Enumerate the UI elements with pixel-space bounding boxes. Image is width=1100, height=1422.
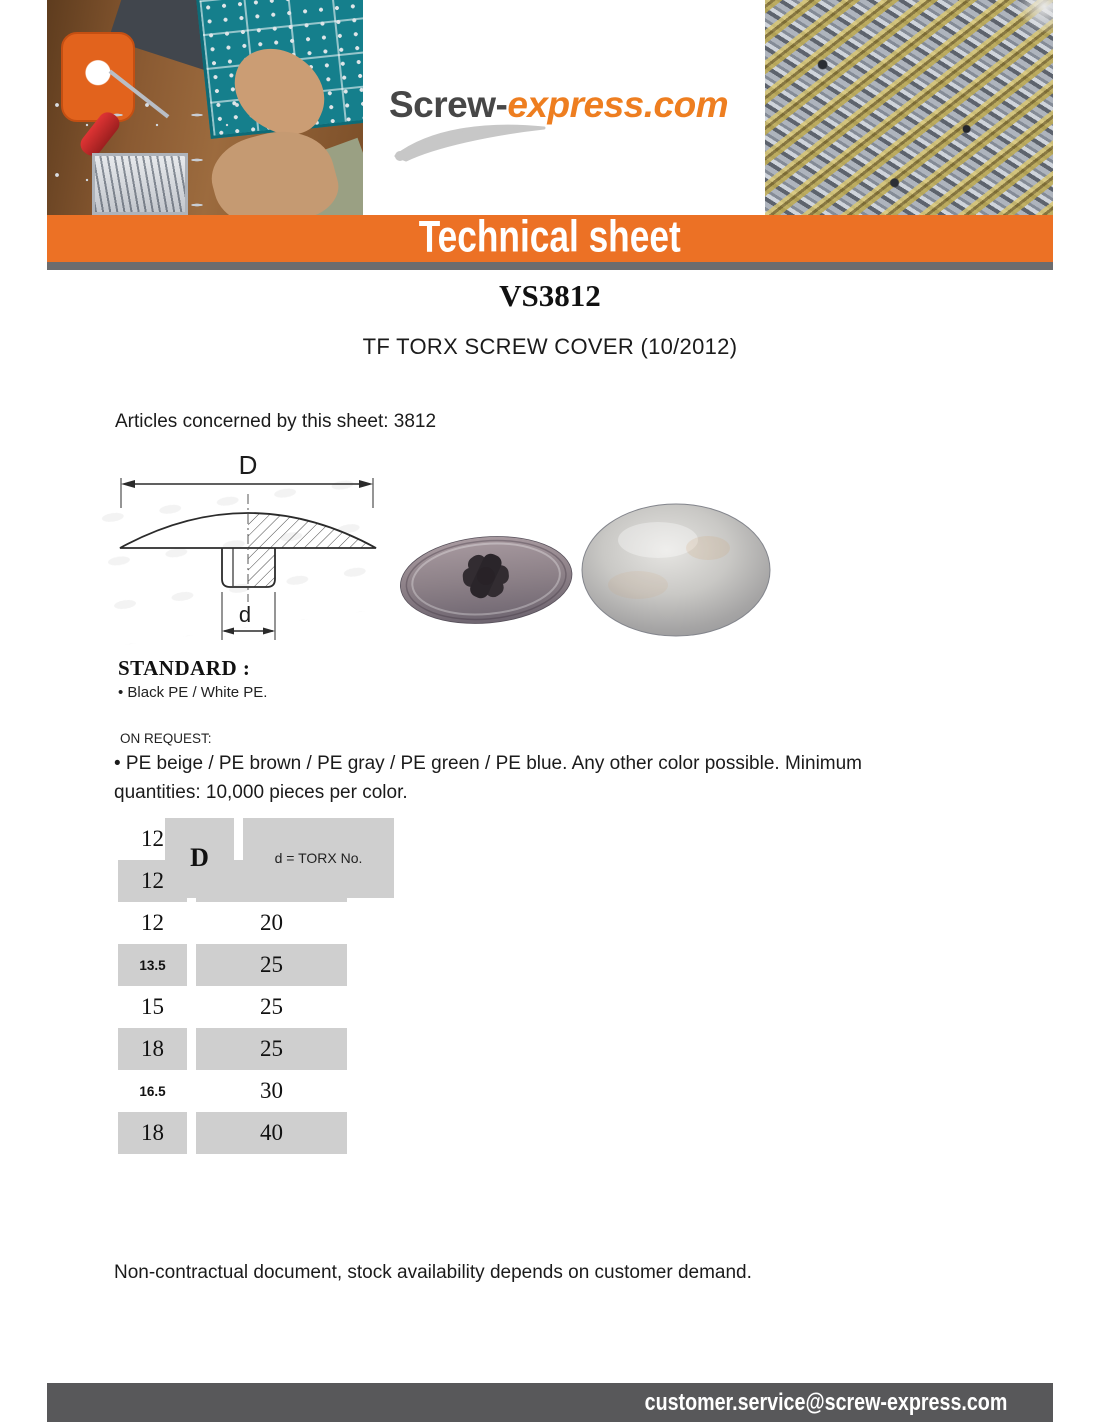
dim-d-label: d xyxy=(238,602,252,627)
document-code: VS3812 xyxy=(499,278,601,313)
table-cell: 25 xyxy=(196,1028,347,1070)
table-row xyxy=(118,1028,347,1070)
table-header-D: D xyxy=(165,818,234,898)
table-cell: 18 xyxy=(118,1028,187,1070)
workbench-photo xyxy=(47,0,363,215)
table-header-torx: d = TORX No. xyxy=(243,818,394,898)
cover-bottom-view-photo xyxy=(398,530,576,631)
table-cell: 13.5 xyxy=(118,944,187,986)
non-contractual-note: Non-contractual document, stock availability depends on customer demand. xyxy=(114,1262,752,1283)
contact-email: customer.service@screw-express.com xyxy=(644,1389,1007,1416)
screws-pile-photo xyxy=(765,0,1053,215)
hatched-stem-half xyxy=(248,548,275,587)
table-row xyxy=(118,1112,347,1154)
document-subtitle: TF TORX SCREW COVER (10/2012) xyxy=(362,334,738,359)
table-cell: 12 xyxy=(141,826,164,851)
table-cell: 18 xyxy=(118,1112,187,1154)
spec-table xyxy=(118,818,363,1154)
table-cell: 12 xyxy=(141,910,164,935)
header xyxy=(47,0,1053,215)
on-request-item: • PE beige / PE brown / PE gray / PE green / PE blue. Any other color possible. Minimum quantities: 10,000 pieces per color. xyxy=(114,753,863,803)
footer-bar xyxy=(47,1383,1053,1422)
logo-text-screw: Screw- xyxy=(389,84,508,125)
table-cell: 15 xyxy=(141,994,164,1019)
table-row xyxy=(118,986,347,1028)
logo-text-express: express.com xyxy=(507,84,729,125)
product-photos xyxy=(398,500,778,640)
table-row xyxy=(118,944,347,986)
table-cell: 30 xyxy=(260,1078,283,1103)
logo-swoosh-icon xyxy=(390,120,550,164)
banner-title: Technical sheet xyxy=(419,215,681,262)
table-cell: 25 xyxy=(260,994,283,1019)
cross-section-drawing xyxy=(85,450,395,650)
cover-top-view-photo xyxy=(582,504,770,636)
table-header-row xyxy=(165,818,1100,898)
logo-area xyxy=(363,0,765,215)
standard-item: • Black PE / White PE. xyxy=(118,684,268,701)
table-cell: 12 xyxy=(118,860,187,902)
hatched-dome-half xyxy=(248,513,376,548)
table-cell: 20 xyxy=(260,910,283,935)
table-cell: 25 xyxy=(196,944,347,986)
screw-tray xyxy=(92,153,188,215)
on-request-heading: ON REQUEST: xyxy=(120,731,212,746)
table-cell: 40 xyxy=(196,1112,347,1154)
articles-line: Articles concerned by this sheet: 3812 xyxy=(115,411,437,432)
banner xyxy=(47,215,1053,262)
dim-D-label: D xyxy=(238,450,258,480)
standard-heading: STANDARD : xyxy=(118,656,251,680)
table-row xyxy=(118,902,347,944)
divider-rule xyxy=(47,262,1053,270)
table-row xyxy=(118,1070,347,1112)
table-cell: 16.5 xyxy=(139,1083,166,1099)
